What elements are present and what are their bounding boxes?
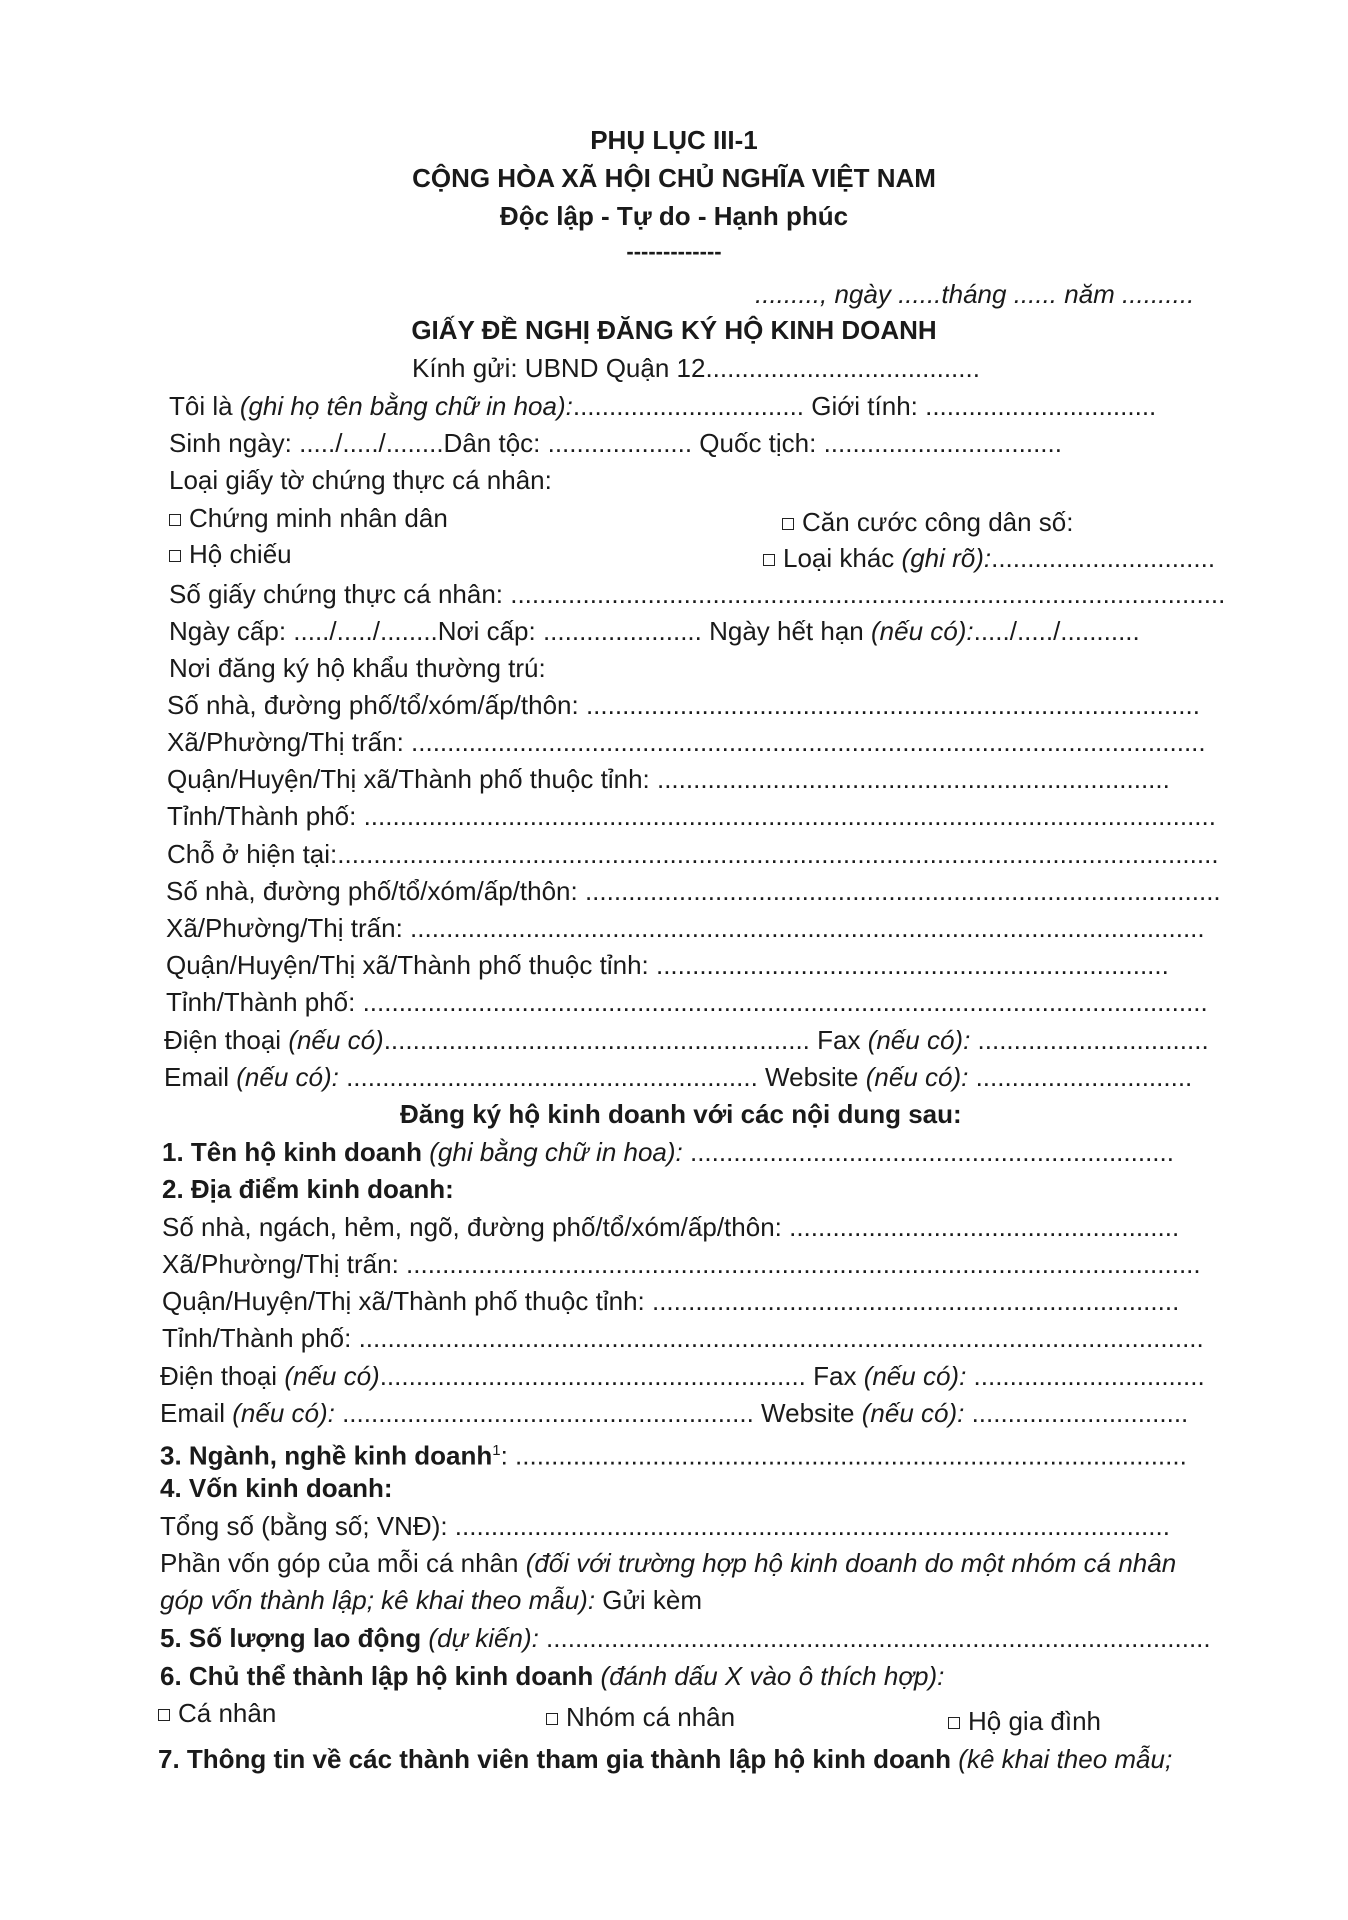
cur-street-field: Số nhà, đường phố/tổ/xóm/ấp/thôn: ........................................................................................	[166, 876, 1221, 906]
current-residence-field: Chỗ ở hiện tại:..........................................................................................................................	[167, 839, 1219, 869]
nation-title: CỘNG HÒA XÃ HỘI CHỦ NGHĨA VIỆT NAM	[412, 163, 936, 193]
recipient: Kính gửi: UBND Quận 12......................................	[412, 353, 980, 383]
annex-label: PHỤ LỤC III-1	[590, 125, 758, 155]
founder-family-option[interactable]: Hộ gia đình	[948, 1705, 1101, 1737]
capital-share-line2: góp vốn thành lập; kê khai theo mẫu): Gửi kèm	[160, 1585, 703, 1615]
issue-field: Ngày cấp: ...../...../........Nơi cấp: ...................... Ngày hết hạn (nếu có):...../...../...........	[169, 616, 1140, 646]
loc-district-field: Quận/Huyện/Thị xã/Thành phố thuộc tỉnh: .........................................................................	[162, 1286, 1180, 1316]
founder-type-heading: 6. Chủ thể thành lập hộ kinh doanh (đánh dấu X vào ô thích hợp):	[160, 1661, 945, 1691]
header-rule: -------------	[626, 239, 722, 264]
business-heading: Đăng ký hộ kinh doanh với các nội dung sau:	[400, 1099, 962, 1129]
checkbox-icon[interactable]	[169, 514, 181, 526]
business-email-field: Email (nếu có): ......................................................... Website (nếu có): ..............................	[160, 1398, 1189, 1428]
business-sector-field: 3. Ngành, nghề kinh doanh$^1$: .............................................................................................	[160, 1440, 1187, 1471]
business-phone-field: Điện thoại (nếu có)........................................................... Fax (nếu có): ................................	[160, 1361, 1205, 1391]
cur-province-field: Tỉnh/Thành phố: .....................................................................................................................	[166, 987, 1208, 1017]
checkbox-icon[interactable]	[782, 518, 794, 530]
capital-heading: 4. Vốn kinh doanh:	[160, 1473, 393, 1503]
cur-ward-field: Xã/Phường/Thị trấn: ..............................................................................................................	[166, 913, 1205, 943]
checkbox-icon[interactable]	[763, 554, 775, 566]
motto: Độc lập - Tự do - Hạnh phúc	[499, 201, 849, 231]
business-name-field: 1. Tên hộ kinh doanh (ghi bằng chữ in hoa): ...................................................................	[162, 1137, 1174, 1167]
birth-field: Sinh ngày: ...../...../........Dân tộc: .................... Quốc tịch: .................................	[169, 428, 1062, 458]
loc-ward-field: Xã/Phường/Thị trấn: ..............................................................................................................	[162, 1249, 1201, 1279]
id-cmnd-option[interactable]: Chứng minh nhân dân	[169, 502, 448, 534]
checkbox-icon[interactable]	[158, 1709, 170, 1721]
id-type-label: Loại giấy tờ chứng thực cá nhân:	[169, 465, 552, 495]
labor-count-field: 5. Số lượng lao động (dự kiến): ............................................................................................	[160, 1623, 1211, 1653]
perm-district-field: Quận/Huyện/Thị xã/Thành phố thuộc tỉnh: .......................................................................	[167, 764, 1170, 794]
date-line: ........., ngày ......tháng ...... năm ..........	[755, 279, 1195, 309]
perm-street-field: Số nhà, đường phố/tổ/xóm/ấp/thôn: .....................................................................................	[167, 690, 1200, 720]
perm-ward-field: Xã/Phường/Thị trấn: ..............................................................................................................	[167, 727, 1206, 757]
perm-province-field: Tỉnh/Thành phố: ......................................................................................................................	[167, 801, 1216, 831]
checkbox-icon[interactable]	[169, 550, 181, 562]
perm-residence-heading: Nơi đăng ký hộ khẩu thường trú:	[169, 653, 546, 683]
capital-total-field: Tổng số (bằng số; VNĐ): ...................................................................................................	[160, 1511, 1170, 1541]
cur-district-field: Quận/Huyện/Thị xã/Thành phố thuộc tỉnh: .......................................................................	[166, 950, 1169, 980]
personal-email-field: Email (nếu có): ......................................................... Website (nếu có): ..............................	[164, 1062, 1193, 1092]
id-cccd-option[interactable]: Căn cước công dân số:	[782, 506, 1074, 538]
capital-share-line1: Phần vốn góp của mỗi cá nhân (đối với trường hợp hộ kinh doanh do một nhóm cá nhân	[160, 1548, 1177, 1578]
founder-group-option[interactable]: Nhóm cá nhân	[546, 1701, 735, 1733]
checkbox-icon[interactable]	[948, 1717, 960, 1729]
checkbox-icon[interactable]	[546, 1713, 558, 1725]
personal-phone-field: Điện thoại (nếu có)........................................................... Fax (nếu có): ................................	[164, 1025, 1209, 1055]
members-info-heading: 7. Thông tin về các thành viên tham gia thành lập hộ kinh doanh (kê khai theo mẫu;	[158, 1744, 1173, 1774]
form-title: GIẤY ĐỀ NGHỊ ĐĂNG KÝ HỘ KINH DOANH	[411, 315, 937, 345]
loc-province-field: Tỉnh/Thành phố: .....................................................................................................................	[162, 1323, 1204, 1353]
id-other-option[interactable]: Loại khác (ghi rõ):...............................	[763, 542, 1215, 574]
id-passport-option[interactable]: Hộ chiếu	[169, 538, 292, 570]
founder-individual-option[interactable]: Cá nhân	[158, 1697, 276, 1729]
id-number-field: Số giấy chứng thực cá nhân: ...................................................................................................	[169, 579, 1226, 609]
loc-street-field: Số nhà, ngách, hẻm, ngõ, đường phố/tổ/xóm/ấp/thôn: ......................................................	[162, 1212, 1180, 1242]
business-location-heading: 2. Địa điểm kinh doanh:	[162, 1174, 454, 1204]
name-field: Tôi là (ghi họ tên bằng chữ in hoa):................................ Giới tính: ................................	[169, 391, 1157, 421]
